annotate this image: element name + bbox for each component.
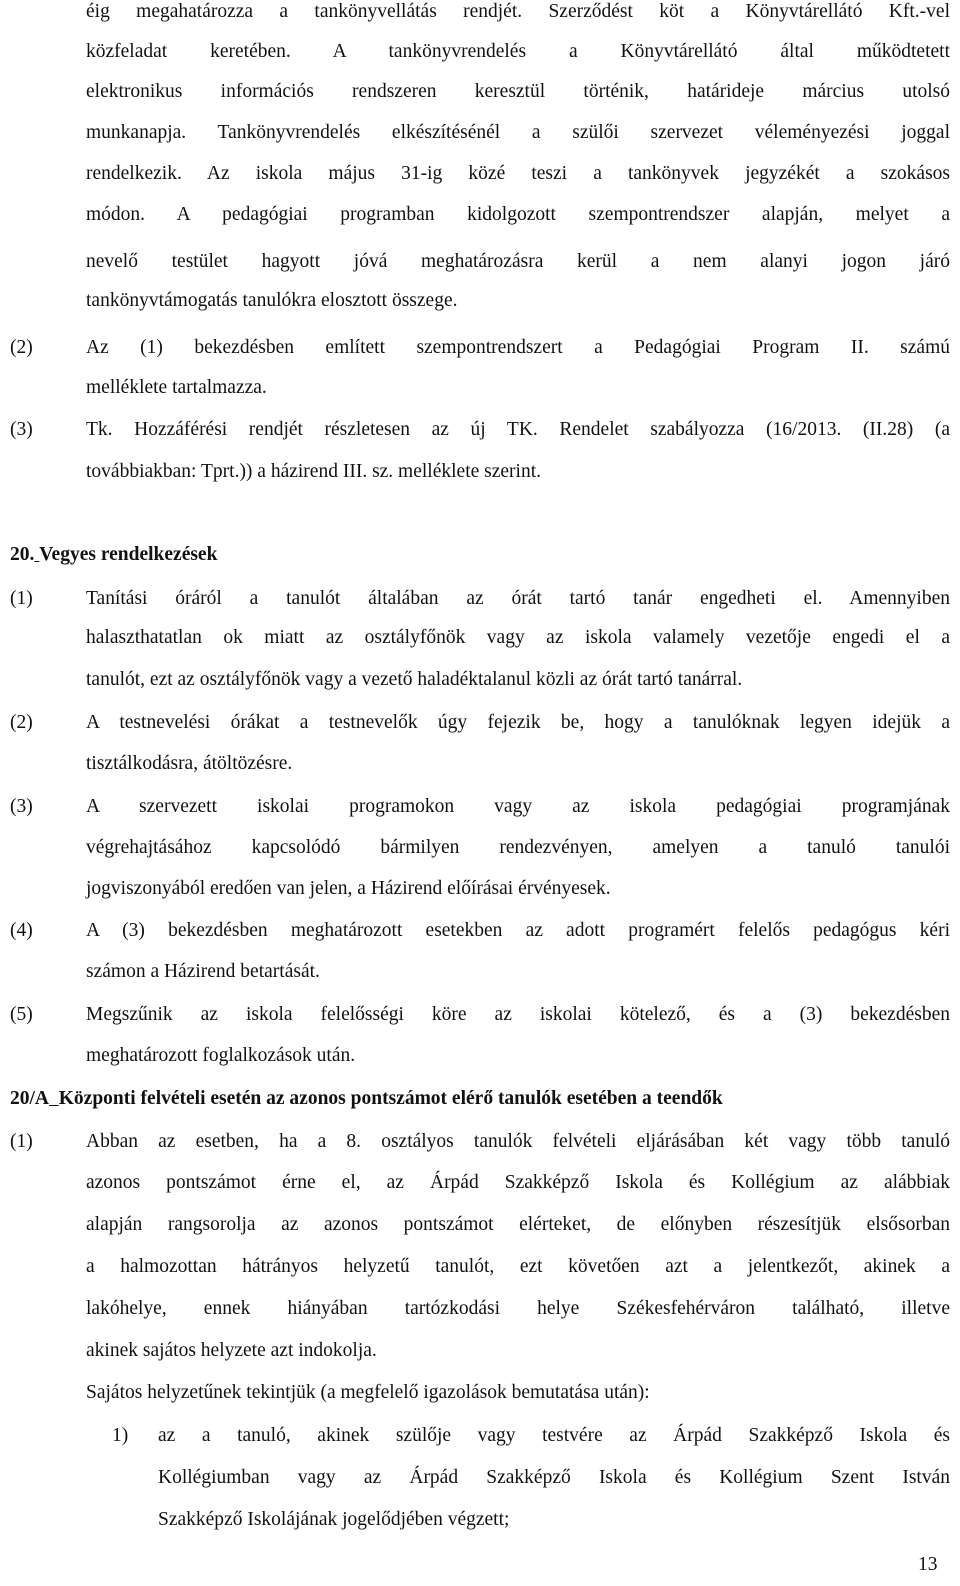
heading-gap bbox=[49, 1088, 59, 1109]
list-line: Szakképző Iskolájának jogelődjében végzett; bbox=[158, 1509, 510, 1530]
item-line: a halmozottan hátrányos helyzetű tanulót, ezt követően azt a jelentkezőt, akinek a bbox=[86, 1256, 950, 1277]
section-number: 20/A bbox=[10, 1088, 49, 1109]
section-title: Központi felvételi esetén az azonos pontszámot elérő tanulók esetében a teendők bbox=[58, 1088, 723, 1109]
item-line: A (3) bekezdésben meghatározott esetekben az adott programért felelős pedagógus kéri bbox=[86, 920, 950, 941]
item-line: A szervezett iskolai programokon vagy az iskola pedagógiai programjának bbox=[86, 796, 950, 817]
paragraph-line: rendelkezik. Az iskola május 31-ig közé teszi a tankönyvek jegyzékét a szokásos bbox=[86, 163, 950, 184]
list-number: 1) bbox=[112, 1425, 129, 1446]
item-number: (4) bbox=[10, 920, 33, 941]
item-line: jogviszonyából eredően van jelen, a Házirend előírásai érvényesek. bbox=[86, 878, 611, 899]
item-line: Megszűnik az iskola felelősségi köre az iskolai kötelező, és a (3) bekezdésben bbox=[86, 1004, 950, 1025]
item-line: számon a Házirend betartását. bbox=[86, 961, 320, 982]
paragraph-line: nevelő testület hagyott jóvá meghatározásra kerül a nem alanyi jogon járó bbox=[86, 251, 950, 272]
item-line: Az (1) bekezdésben említett szempontrendszert a Pedagógiai Program II. számú bbox=[86, 337, 950, 358]
section-number: 20. bbox=[10, 544, 35, 565]
paragraph-line: elektronikus információs rendszeren keresztül történik, határideje március utolsó bbox=[86, 81, 950, 102]
item-line: melléklete tartalmazza. bbox=[86, 377, 267, 398]
paragraph-line: közfeladat keretében. A tankönyvrendelés a Könyvtárellátó által működtetett bbox=[86, 41, 950, 62]
page-number: 13 bbox=[918, 1554, 938, 1575]
item-line: akinek sajátos helyzete azt indokolja. bbox=[86, 1340, 377, 1361]
item-line: azonos pontszámot érne el, az Árpád Szakképző Iskola és Kollégium az alábbiak bbox=[86, 1172, 950, 1193]
item-number: (2) bbox=[10, 712, 33, 733]
item-line: meghatározott foglalkozások után. bbox=[86, 1045, 356, 1066]
item-number: (1) bbox=[10, 1131, 33, 1152]
item-line: Tanítási óráról a tanulót általában az órát tartó tanár engedheti el. Amennyiben bbox=[86, 588, 950, 609]
item-line: halaszthatatlan ok miatt az osztályfőnök vagy az iskola valamely vezetője engedi el a bbox=[86, 627, 950, 648]
paragraph-line: módon. A pedagógiai programban kidolgozott szempontrendszer alapján, melyet a bbox=[86, 204, 950, 225]
section-20-heading bbox=[10, 543, 217, 567]
paragraph-line: tankönyvtámogatás tanulókra elosztott összege. bbox=[86, 290, 458, 311]
list-line: az a tanuló, akinek szülője vagy testvére az Árpád Szakképző Iskola és bbox=[158, 1425, 950, 1446]
item-line: továbbiakban: Tprt.)) a házirend III. sz. melléklete szerint. bbox=[86, 461, 541, 482]
item-line: végrehajtásához kapcsolódó bármilyen rendezvényen, amelyen a tanuló tanulói bbox=[86, 837, 950, 858]
item-line: tanulót, ezt az osztályfőnök vagy a vezető haladéktalanul közli az órát tartó tanárral. bbox=[86, 669, 743, 690]
item-line: lakóhelye, ennek hiányában tartózkodási helye Székesfehérváron található, illetve bbox=[86, 1298, 950, 1319]
item-line: Abban az esetben, ha a 8. osztályos tanulók felvételi eljárásában két vagy több tanuló bbox=[86, 1131, 950, 1152]
section-20a-heading bbox=[10, 1087, 723, 1111]
item-line: Tk. Hozzáférési rendjét részletesen az új TK. Rendelet szabályozza (16/2013. (II.28) (a bbox=[86, 419, 950, 440]
paragraph-line: munkanapja. Tankönyvrendelés elkészítésénél a szülői szervezet véleményezési joggal bbox=[86, 122, 950, 143]
special-situation-intro: Sajátos helyzetűnek tekintjük (a megfelelő igazolások bemutatása után): bbox=[86, 1382, 650, 1403]
item-number: (3) bbox=[10, 796, 33, 817]
item-number: (2) bbox=[10, 337, 33, 358]
item-line: tisztálkodásra, átöltözésre. bbox=[86, 753, 293, 774]
list-line: Kollégiumban vagy az Árpád Szakképző Iskola és Kollégium Szent István bbox=[158, 1467, 950, 1488]
item-line: A testnevelési órákat a testnevelők úgy fejezik be, hogy a tanulóknak legyen idejük a bbox=[86, 712, 950, 733]
item-number: (1) bbox=[10, 588, 33, 609]
item-number: (3) bbox=[10, 419, 33, 440]
item-line: alapján rangsorolja az azonos pontszámot elérteket, de előnyben részesítjük elsősorban bbox=[86, 1214, 950, 1235]
item-number: (5) bbox=[10, 1004, 33, 1025]
paragraph-line: éig megahatározza a tankönyvellátás rendjét. Szerződést köt a Könyvtárellátó Kft.-vel bbox=[86, 1, 950, 22]
section-title: Vegyes rendelkezések bbox=[39, 544, 218, 565]
